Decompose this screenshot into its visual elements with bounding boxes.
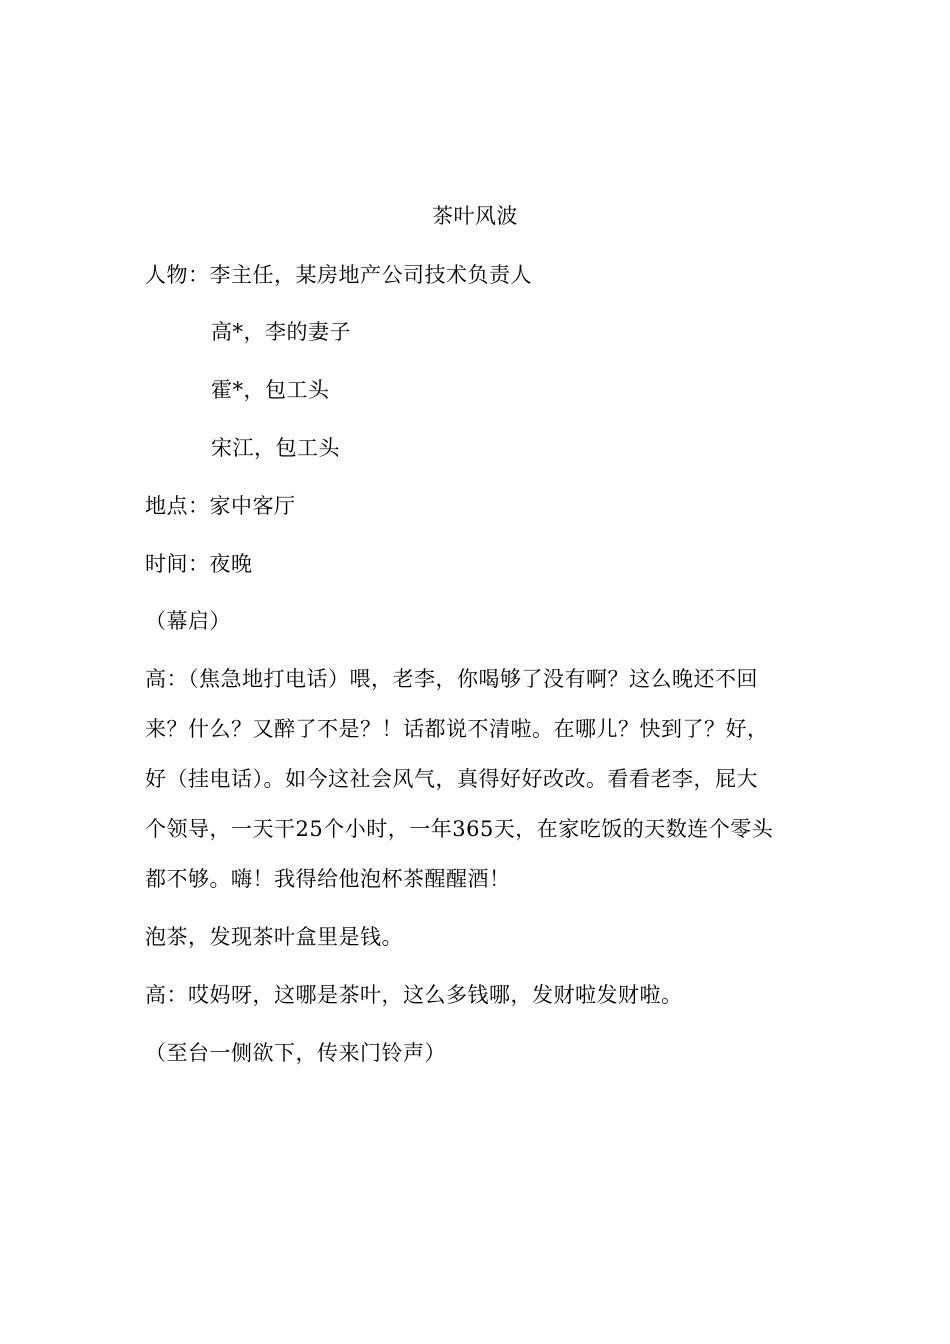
dialogue-line: 个领导，一天干25个小时，一年365天，在家吃饭的天数连个零头	[145, 817, 774, 841]
stage-direction: （至台一侧欲下，传来门铃声）	[145, 1041, 446, 1065]
character-gao: 高*，李的妻子	[211, 320, 351, 344]
action-line: 泡茶，发现茶叶盒里是钱。	[145, 925, 403, 949]
curtain-direction: （幕启）	[145, 609, 231, 633]
characters-line: 人物：李主任，某房地产公司技术负责人	[145, 263, 532, 287]
character-songjiang: 宋江，包工头	[211, 436, 340, 460]
dialogue-line: 高：（焦急地打电话）喂，老李，你喝够了没有啊？这么晚还不回	[145, 667, 758, 691]
document-title: 茶叶风波	[432, 204, 518, 228]
dialogue-line: 都不够。嗨！我得给他泡杯茶醒醒酒！	[145, 867, 511, 891]
character-huo: 霍*，包工头	[211, 378, 330, 402]
dialogue-line: 好（挂电话）。如今这社会风气，真得好好改改。看看老李，屁大	[145, 767, 758, 791]
time-line: 时间：夜晚	[145, 552, 253, 576]
dialogue-line: 来？什么？又醉了不是？！话都说不清啦。在哪儿？快到了？好，	[145, 717, 769, 741]
location-line: 地点：家中客厅	[145, 494, 296, 518]
dialogue-line: 高：哎妈呀，这哪是茶叶，这么多钱哪，发财啦发财啦。	[145, 983, 683, 1007]
